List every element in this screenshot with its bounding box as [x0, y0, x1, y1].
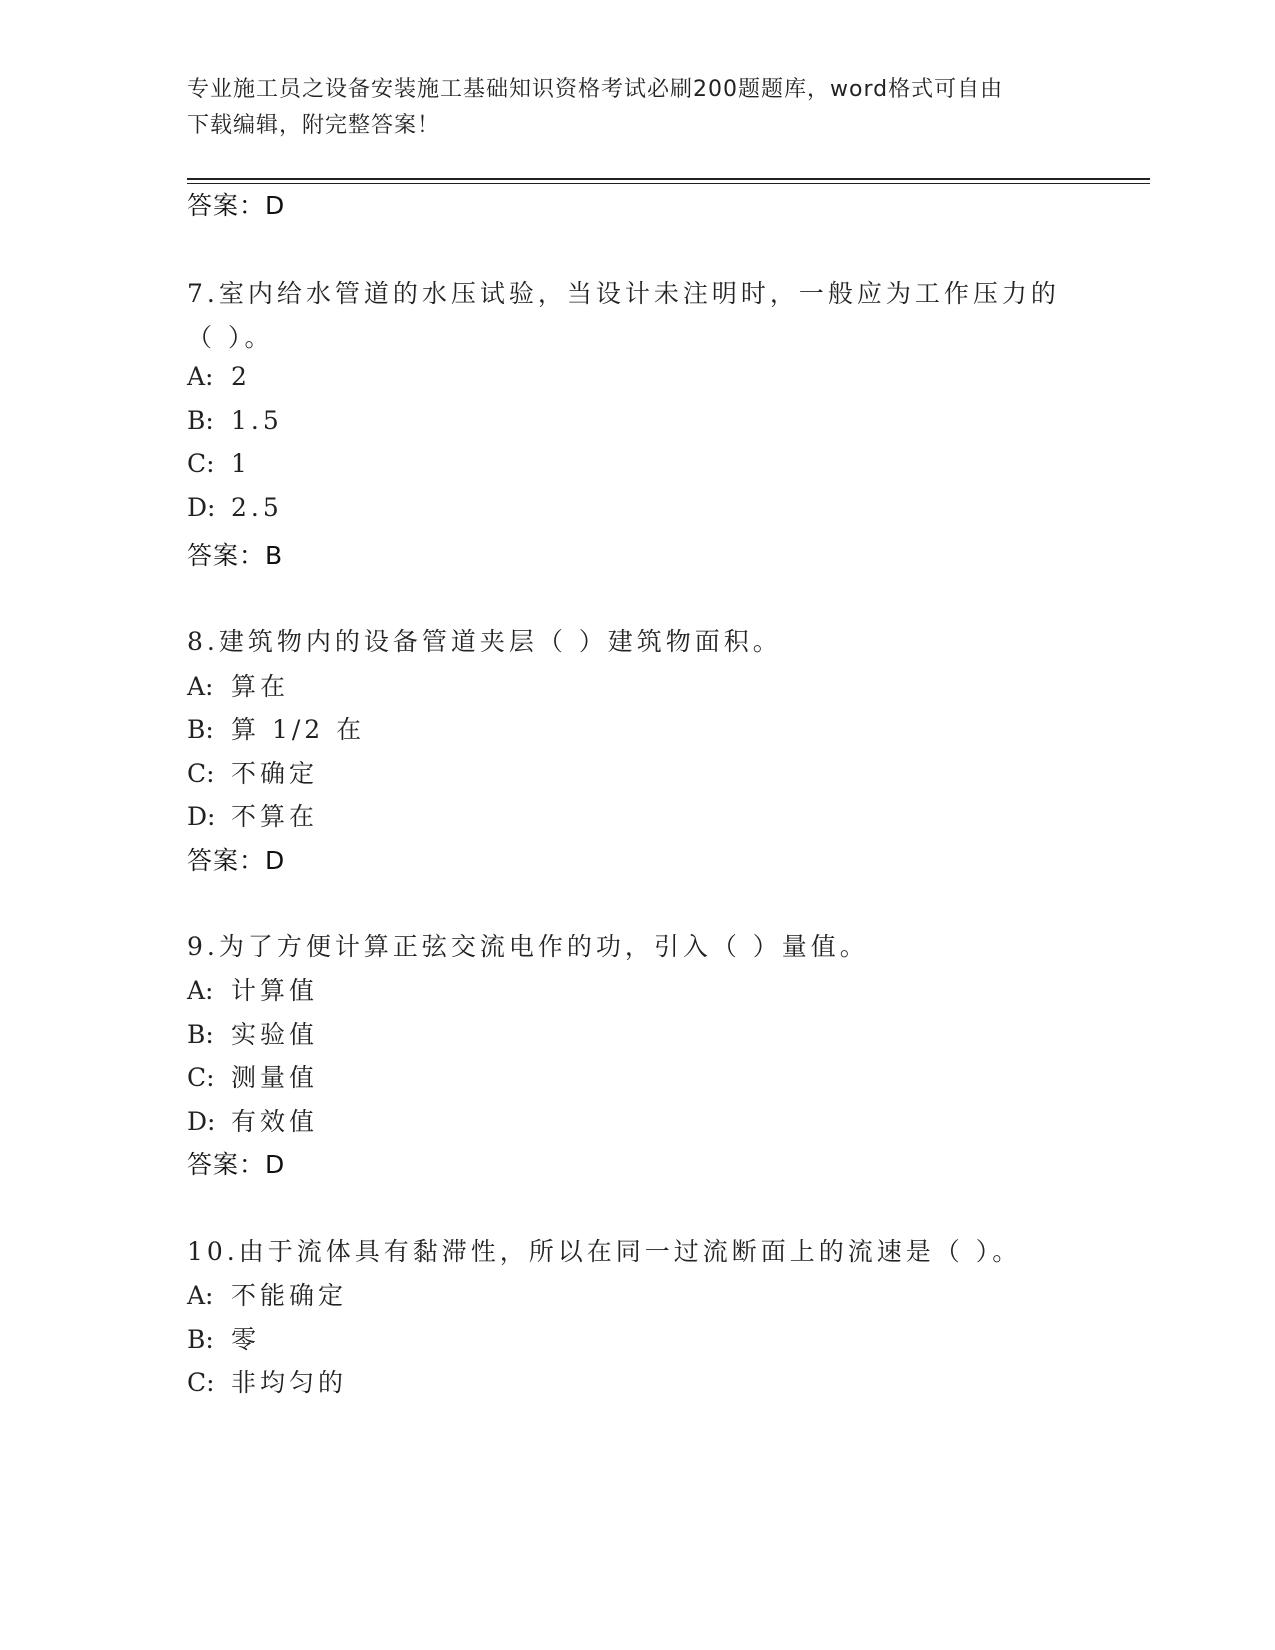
- option-text: 有效值: [231, 1107, 319, 1136]
- option-b: [187, 710, 365, 746]
- option-text: 实验值: [231, 1020, 319, 1049]
- option-label: B:: [187, 715, 214, 744]
- option-d: [187, 1102, 318, 1138]
- option-a: [187, 667, 289, 703]
- option-label: C:: [187, 1368, 215, 1397]
- option-text: 不能确定: [231, 1281, 348, 1310]
- option-text: 测量值: [231, 1063, 319, 1092]
- question-text-line: （ ）。: [187, 323, 274, 352]
- option-label: D:: [187, 802, 216, 831]
- option-text: 非均匀的: [231, 1368, 348, 1397]
- option-text: 算 1/2 在: [231, 715, 366, 744]
- question-text-line: 10.由于流体具有黏滞性，所以在同一过流断面上的流速是（ ）。: [187, 1237, 1022, 1266]
- answer-line: 答案：D: [187, 1150, 286, 1179]
- answer-line: 答案：D: [187, 846, 286, 875]
- question-text-line: 7.室内给水管道的水压试验，当设计未注明时，一般应为工作压力的: [187, 279, 1060, 308]
- option-label: B:: [187, 1325, 214, 1354]
- option-c: [187, 1058, 318, 1094]
- header-divider: [187, 178, 1150, 184]
- option-label: B:: [187, 1020, 214, 1049]
- option-text: 不算在: [231, 802, 319, 831]
- document-header: [187, 72, 1067, 144]
- option-c: [187, 449, 251, 478]
- option-text: 算在: [231, 672, 290, 701]
- option-b: [187, 406, 283, 435]
- option-text: 1: [231, 449, 251, 478]
- option-text: 零: [231, 1325, 261, 1354]
- option-c: [187, 1363, 347, 1399]
- option-label: D:: [187, 493, 216, 522]
- option-label: D:: [187, 1107, 216, 1136]
- header-line-1: 专业施工员之设备安装施工基础知识资格考试必刷200题题库，word格式可自由: [187, 77, 1004, 102]
- option-label: B:: [187, 406, 214, 435]
- option-text: 不确定: [231, 759, 319, 788]
- option-text: 计算值: [231, 976, 319, 1005]
- option-label: C:: [187, 759, 215, 788]
- option-label: C:: [187, 1063, 215, 1092]
- option-b: [187, 1015, 318, 1051]
- question-text-line: 8.建筑物内的设备管道夹层（ ）建筑物面积。: [187, 627, 782, 656]
- option-text: 2.5: [231, 493, 283, 522]
- option-label: A:: [187, 976, 214, 1005]
- previous-answer: 答案：D: [187, 191, 286, 220]
- header-line-2: 下载编辑，附完整答案！: [187, 113, 441, 138]
- option-a: [187, 1276, 347, 1312]
- answer-line: 答案：B: [187, 541, 284, 570]
- question-text-line: 9.为了方便计算正弦交流电作的功，引入（ ）量值。: [187, 932, 869, 961]
- option-label: A:: [187, 672, 214, 701]
- option-a: [187, 971, 318, 1007]
- option-d: [187, 797, 318, 833]
- option-d: [187, 493, 283, 522]
- option-text: 2: [231, 362, 251, 391]
- option-c: [187, 754, 318, 790]
- option-a: [187, 362, 251, 391]
- option-b: [187, 1320, 260, 1356]
- option-text: 1.5: [231, 406, 283, 435]
- option-label: C:: [187, 449, 215, 478]
- option-label: A:: [187, 1281, 214, 1310]
- option-label: A:: [187, 362, 214, 391]
